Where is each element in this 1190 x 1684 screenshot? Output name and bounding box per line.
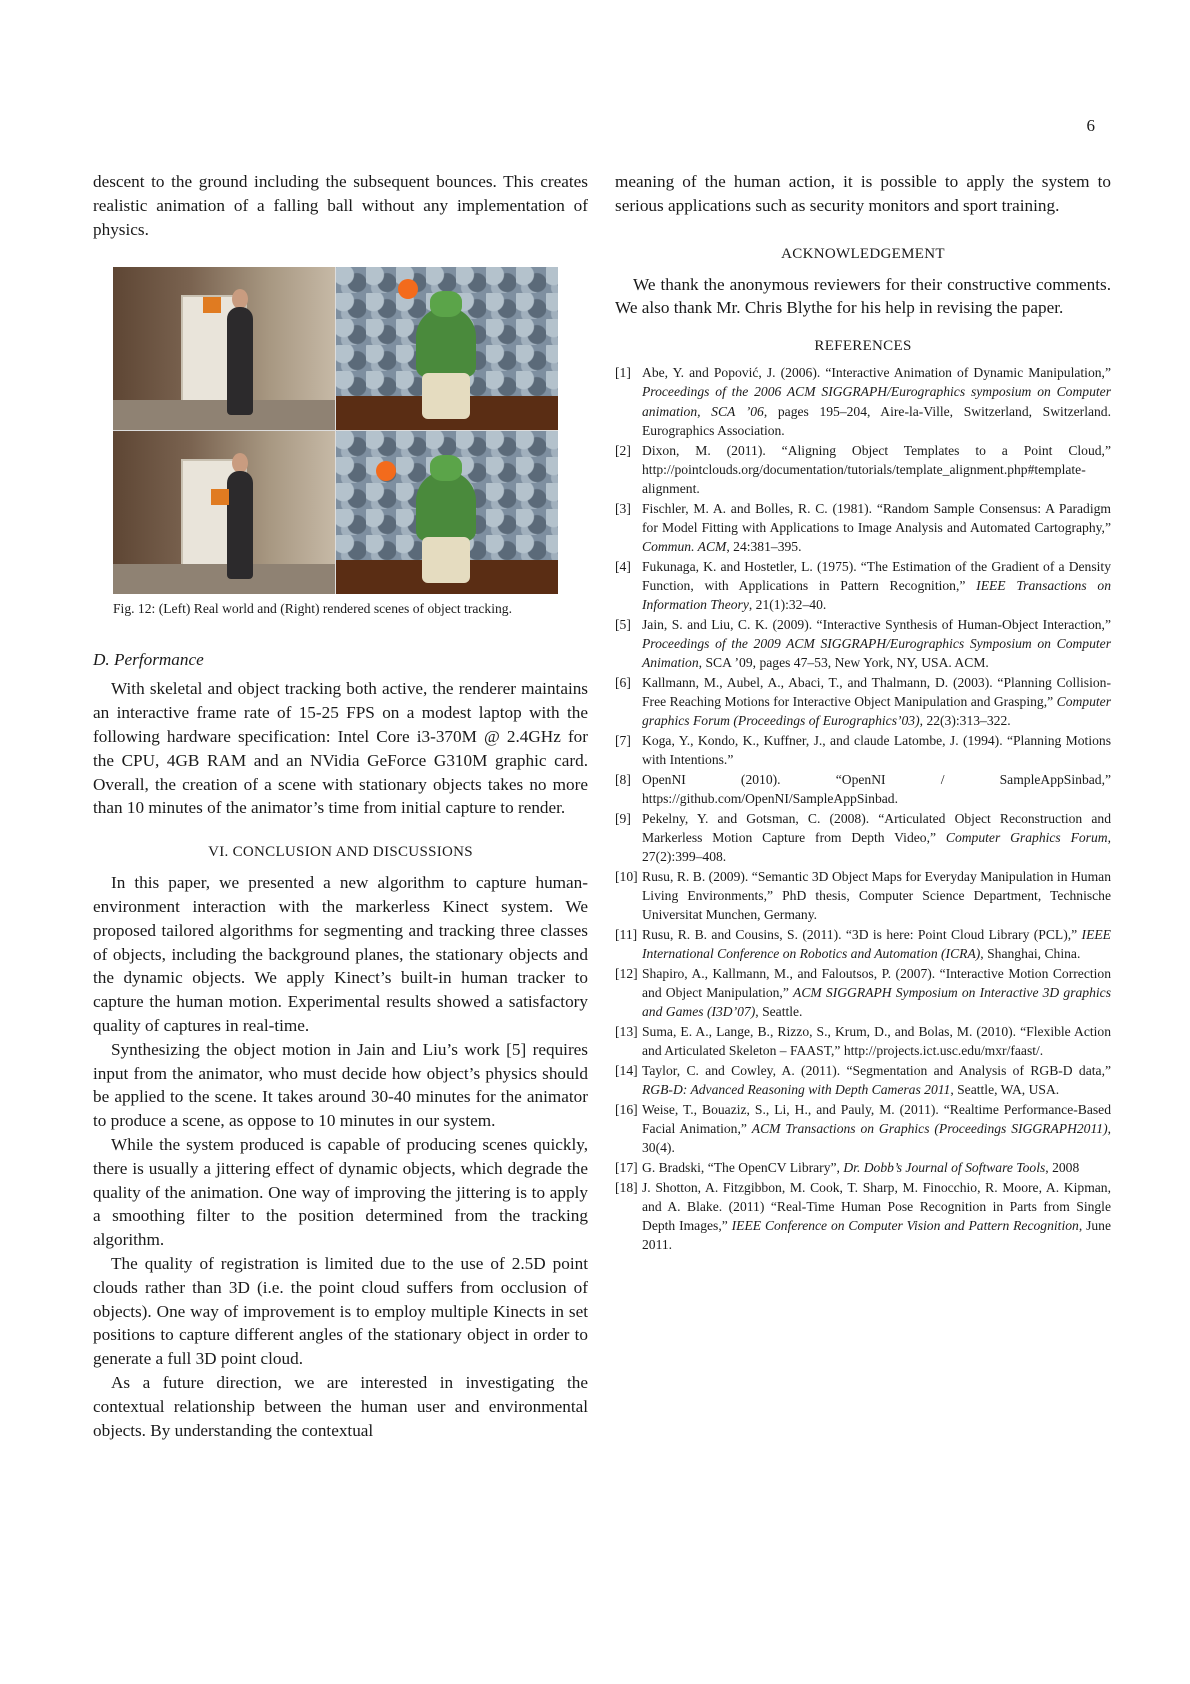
conclusion-paragraph: Synthesizing the object motion in Jain and Liu’s work [5] requires input from the animator, who must decide how object’s physics should be applied to the scene. It takes around 30-40 minutes for the animator to produce a scene, as oppose to 10 minutes in our system. <box>93 1039 588 1131</box>
reference-text: Shapiro, A., Kallmann, M., and Faloutsos, P. (2007). “Interactive Motion Correction and Object Manipulation,” <box>642 965 1111 1001</box>
reference-text: Taylor, C. and Cowley, A. (2011). “Segmentation and Analysis of RGB-D data,” <box>642 1063 1111 1078</box>
reference-text: Pekelny, Y. and Gotsman, C. (2008). “Articulated Object Reconstruction and Markerless Motion Capture from Depth Video,” <box>642 810 1111 846</box>
reference-venue: Proceedings of the 2006 ACM SIGGRAPH/Eurographics symposium on Computer animation, SCA ’06 <box>642 384 1111 419</box>
reference-text: OpenNI (2010). “OpenNI / SampleAppSinbad,” https://github.com/OpenNI/SampleAppSinbad. <box>642 771 1111 807</box>
reference-text: Kallmann, M., Aubel, A., Abaci, T., and Thalmann, D. (2003). “Planning Collision-Free Reaching Motions for Interactive Object Manipulation and Grasping,” <box>642 674 1111 710</box>
reference-venue: IEEE International Conference on Robotics and Automation (ICRA) <box>642 927 1111 962</box>
reference-item <box>615 809 1111 867</box>
reference-text: Weise, T., Bouaziz, S., Li, H., and Pauly, M. (2011). “Realtime Performance-Based Facial Animation,” <box>642 1101 1111 1137</box>
reference-text: Rusu, R. B. (2009). “Semantic 3D Object Maps for Everyday Manipulation in Human Living Environments,” PhD thesis, Computer Science Department, Technische Universitat Munchen, Germany. <box>642 868 1111 923</box>
reference-text: Abe, Y. and Popović, J. (2006). “Interactive Animation of Dynamic Manipulation,” <box>642 365 1111 381</box>
reference-item <box>615 867 1111 925</box>
reference-details: , 21(1):32–40. <box>748 597 827 613</box>
reference-venue: IEEE Transactions on Information Theory <box>642 577 1111 613</box>
reference-number: [16] <box>615 1101 638 1117</box>
reference-item <box>615 499 1111 557</box>
real-world-photo-bottom <box>113 431 335 594</box>
reference-item <box>615 1100 1111 1158</box>
reference-text: Rusu, R. B. and Cousins, S. (2011). “3D is here: Point Cloud Library (PCL),” <box>642 927 1082 943</box>
reference-number: [9] <box>615 810 631 826</box>
reference-details: , 22(3):313–322. <box>919 713 1011 729</box>
conclusion-heading: VI. CONCLUSION AND DISCUSSIONS <box>208 844 473 861</box>
references-heading: REFERENCES <box>814 338 912 355</box>
reference-details: , Seattle, WA, USA. <box>950 1082 1060 1098</box>
reference-venue: Computer graphics Forum (Proceedings of Eurographics’03) <box>642 694 1111 729</box>
reference-venue: ACM SIGGRAPH Symposium on Interactive 3D graphics and Games (I3D’07) <box>642 985 1111 1020</box>
figure-caption: Fig. 12: (Left) Real world and (Right) rendered scenes of object tracking. <box>113 601 512 617</box>
reference-item <box>615 770 1111 808</box>
reference-details: , Seattle. <box>755 1004 803 1020</box>
reference-item <box>615 964 1111 1022</box>
reference-number: [12] <box>615 965 638 981</box>
page-number: 6 <box>1086 116 1095 135</box>
reference-item <box>615 363 1111 440</box>
reference-item <box>615 925 1111 963</box>
reference-item <box>615 557 1111 615</box>
reference-text: Fukunaga, K. and Hostetler, L. (1975). “The Estimation of the Gradient of a Density Function, with Applications in Pattern Recognition,” <box>642 558 1111 593</box>
reference-details: , June 2011. <box>642 1218 1111 1253</box>
reference-details: , SCA ’09, pages 47–53, New York, NY, USA. ACM. <box>698 655 989 671</box>
reference-number: [13] <box>615 1024 638 1040</box>
reference-venue: Dr. Dobb’s Journal of Software Tools <box>843 1160 1046 1176</box>
reference-text: J. Shotton, A. Fitzgibbon, M. Cook, T. Sharp, M. Finocchio, R. Moore, A. Kipman, and A. Blake. (2011) “Real-Time Human Pose Recognition in Parts from Single Depth Images,” <box>642 1179 1111 1234</box>
reference-details: , pages 195–204, Aire-la-Ville, Switzerland, Switzerland. Eurographics Association. <box>642 403 1111 438</box>
reference-number: [8] <box>615 771 631 787</box>
reference-venue: Computer Graphics Forum <box>945 830 1108 846</box>
reference-list <box>615 363 1111 1254</box>
reference-venue: ACM Transactions on Graphics (Proceedings SIGGRAPH2011) <box>751 1121 1108 1137</box>
reference-details: , 2008 <box>1045 1160 1080 1176</box>
reference-item <box>615 441 1111 499</box>
reference-item <box>615 1178 1111 1255</box>
reference-venue: Commun. ACM <box>642 539 727 555</box>
figure-image-grid <box>113 267 558 594</box>
reference-number: [14] <box>615 1063 638 1078</box>
reference-number: [2] <box>615 442 631 458</box>
reference-item <box>615 1022 1111 1060</box>
reference-venue: RGB-D: Advanced Reasoning with Depth Cameras 2011 <box>642 1082 951 1098</box>
reference-number: [10] <box>615 868 638 884</box>
rendered-scene-bottom <box>336 431 558 594</box>
real-world-photo-top <box>113 267 335 430</box>
reference-text: Suma, E. A., Lange, B., Rizzo, S., Krum, D., and Bolas, M. (2010). “Flexible Action and Articulated Skeleton – FAAST,” http://projects.ict.usc.edu/mxr/faast/. <box>642 1024 1111 1059</box>
performance-paragraph: With skeletal and object tracking both active, the renderer maintains an interactive frame rate of 15-25 FPS on a modest laptop with the following hardware specification: Intel Core i3-370M @ 2.4GHz for the CPU, 4GB RAM and an NVidia GeForce G310M graphic card. Overall, the creation of a scene with stationary objects takes no more than 10 minutes of the animator’s time from initial capture to render. <box>93 679 588 818</box>
conclusion-paragraph: The quality of registration is limited due to the use of 2.5D point clouds rather than 3D (i.e. the point cloud suffers from occlusion of objects). One way of improvement is to employ multiple Kinects in set positions to capture different angles of the stationary object in order to generate a full 3D point cloud. <box>93 1253 588 1369</box>
intro-paragraph: descent to the ground including the subsequent bounces. This creates realistic animation of a falling ball without any implementation of physics. <box>93 172 588 239</box>
continued-paragraph: meaning of the human action, it is possible to apply the system to serious applications such as security monitors and sport training. <box>615 172 1111 215</box>
reference-number: [6] <box>615 674 631 690</box>
left-column <box>93 170 588 1442</box>
right-column <box>615 170 1111 1255</box>
reference-item <box>615 1158 1111 1177</box>
reference-text: G. Bradski, “The OpenCV Library”, <box>642 1160 844 1176</box>
conclusion-paragraph: As a future direction, we are interested in investigating the contextual relationship between the human user and environmental objects. By understanding the contextual <box>93 1372 588 1440</box>
reference-details: , 27(2):399–408. <box>642 830 1111 865</box>
conclusion-paragraph: While the system produced is capable of producing scenes quickly, there is usually a jittering effect of dynamic objects, which degrade the quality of the animation. One way of improving the jittering is to apply a smoothing filter to the position determined from the tracking algorithm. <box>93 1134 588 1250</box>
reference-text: Koga, Y., Kondo, K., Kuffner, J., and claude Latombe, J. (1994). “Planning Motions with Intentions.” <box>642 733 1111 768</box>
reference-item <box>615 731 1111 769</box>
reference-text: Dixon, M. (2011). “Aligning Object Templates to a Point Cloud,” http://pointclouds.org/documentation/tutorials/template_alignment.php#template-alignment. <box>642 442 1111 496</box>
acknowledgement-paragraph: We thank the anonymous reviewers for their constructive comments. We also thank Mr. Chris Blythe for his help in revising the paper. <box>615 274 1111 318</box>
reference-number: [17] <box>615 1160 638 1176</box>
acknowledgement-heading: ACKNOWLEDGEMENT <box>781 245 945 262</box>
reference-number: [11] <box>615 927 638 943</box>
reference-item <box>615 673 1111 731</box>
reference-number: [3] <box>615 500 631 516</box>
reference-item <box>615 1061 1111 1099</box>
reference-details: , Shanghai, China. <box>980 946 1081 962</box>
reference-number: [7] <box>615 733 631 749</box>
reference-details: , 24:381–395. <box>726 539 802 555</box>
reference-venue: Proceedings of the 2009 ACM SIGGRAPH/Eurographics Symposium on Computer Animation <box>642 636 1111 671</box>
performance-heading: D. Performance <box>93 650 204 670</box>
conclusion-paragraph: In this paper, we presented a new algorithm to capture human-environment interaction with the markerless Kinect system. We proposed tailored algorithms for segmenting and tracking three classes of objects, including the background planes, the stationary objects and the dynamic objects. We apply Kinect’s built-in human tracker to capture the human motion. Experimental results showed a satisfactory quality of captures in real-time. <box>93 873 588 1035</box>
figure-12 <box>113 267 558 618</box>
reference-number: [18] <box>615 1179 638 1195</box>
reference-number: [4] <box>615 558 631 574</box>
rendered-scene-top <box>336 267 558 430</box>
reference-number: [1] <box>615 365 631 381</box>
reference-text: Fischler, M. A. and Bolles, R. C. (1981). “Random Sample Consensus: A Paradigm for Model Fitting with Applications to Image Analysis and Automated Cartography,” <box>642 500 1111 535</box>
reference-item <box>615 615 1111 673</box>
reference-text: Jain, S. and Liu, C. K. (2009). “Interactive Synthesis of Human-Object Interaction,” <box>642 616 1111 632</box>
reference-number: [5] <box>615 616 631 632</box>
reference-details: , 30(4). <box>642 1121 1112 1156</box>
reference-venue: IEEE Conference on Computer Vision and Pattern Recognition <box>731 1218 1079 1234</box>
